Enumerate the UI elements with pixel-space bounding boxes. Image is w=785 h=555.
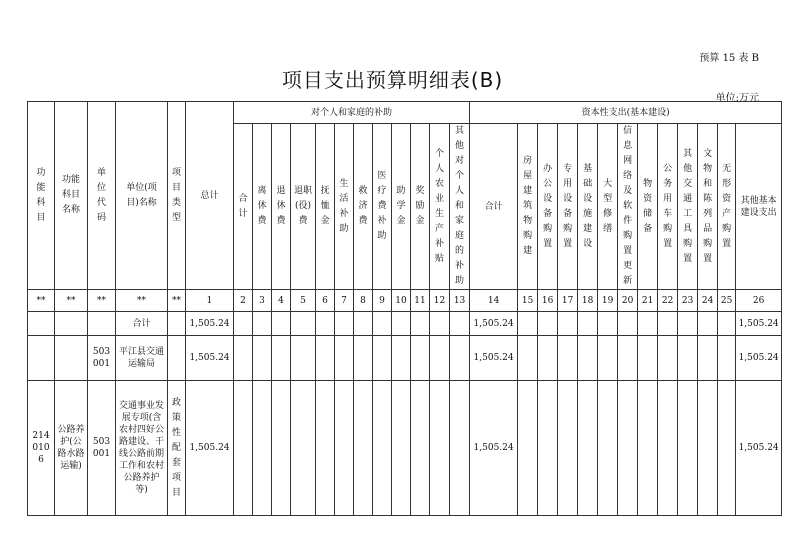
index-cell: 5 — [291, 290, 316, 312]
index-cell: 9 — [373, 290, 392, 312]
cell-func-code — [28, 312, 55, 336]
header-row-1 — [28, 102, 782, 124]
cell-unit-code: 503 001 — [88, 381, 116, 516]
index-cell: 8 — [354, 290, 373, 312]
index-cell: ** — [55, 290, 88, 312]
index-cell: 21 — [638, 290, 658, 312]
cell-proj-type — [168, 336, 186, 381]
header-unit-code: 单位代码 — [88, 102, 116, 290]
index-cell: 13 — [450, 290, 470, 312]
header-c12: 其他基本建设支出 — [736, 124, 782, 290]
index-cell: 18 — [578, 290, 598, 312]
header-p11: 其他对个人和家庭的补助 — [450, 124, 470, 290]
index-cell: 7 — [335, 290, 354, 312]
header-proj-type: 项目类型 — [168, 102, 186, 290]
header-c4: 基础设施建设 — [578, 124, 598, 290]
header-func-code: 功能科目 — [28, 102, 55, 290]
index-cell: 11 — [411, 290, 430, 312]
index-cell: 16 — [538, 290, 558, 312]
header-p5: 生活补助 — [335, 124, 354, 290]
header-p4: 抚恤金 — [316, 124, 335, 290]
index-cell: 20 — [618, 290, 638, 312]
cell-func-name — [55, 312, 88, 336]
index-cell: ** — [116, 290, 168, 312]
cell-func-code — [28, 336, 55, 381]
cell-c-subtotal: 1,505.24 — [470, 336, 518, 381]
index-cell: 15 — [518, 290, 538, 312]
unit-label: 单位:万元 — [715, 93, 759, 104]
cell-unit-code — [88, 312, 116, 336]
cell-unit-code: 503 001 — [88, 336, 116, 381]
header-p9: 奖励金 — [411, 124, 430, 290]
index-cell: 1 — [186, 290, 234, 312]
budget-table — [27, 101, 782, 516]
header-p6: 救济费 — [354, 124, 373, 290]
cell-func-name: 公路养护(公路水路运输) — [55, 381, 88, 516]
page-title: 项目支出预算明细表(B) — [281, 68, 504, 92]
index-cell: 22 — [658, 290, 678, 312]
cell-unit-name: 平江县交通运输局 — [116, 336, 168, 381]
header-p10: 个人农业生产补贴 — [430, 124, 450, 290]
header-c2: 办公设备购置 — [538, 124, 558, 290]
header-capital-group: 资本性支出(基本建设) — [470, 102, 782, 124]
index-cell: 19 — [598, 290, 618, 312]
header-c7: 物资储备 — [638, 124, 658, 290]
header-personal-group: 对个人和家庭的补助 — [234, 102, 470, 124]
header-p3: 退职(役)费 — [291, 124, 316, 290]
header-c9: 其他交通工具购置 — [678, 124, 698, 290]
index-cell: 12 — [430, 290, 450, 312]
header-p1: 离休费 — [253, 124, 272, 290]
index-cell: 14 — [470, 290, 518, 312]
header-c-subtotal: 合计 — [470, 124, 518, 290]
cell-unit-name: 交通事业发展专项(含农村四好公路建设、干线公路前期工作和农村公路养护等) — [116, 381, 168, 516]
index-cell: 10 — [392, 290, 411, 312]
header-c6: 信息网络及软件购置更新 — [618, 124, 638, 290]
cell-proj-type: 政策性配套项目 — [168, 381, 186, 516]
index-cell: 6 — [316, 290, 335, 312]
cell-c12: 1,505.24 — [736, 312, 782, 336]
index-cell: 25 — [718, 290, 736, 312]
index-cell: ** — [168, 290, 186, 312]
index-cell: 4 — [272, 290, 291, 312]
cell-func-code: 214 010 6 — [28, 381, 55, 516]
index-cell: ** — [88, 290, 116, 312]
header-c5: 大型修缮 — [598, 124, 618, 290]
table-row — [28, 381, 782, 516]
cell-c-subtotal: 1,505.24 — [470, 381, 518, 516]
header-c8: 公务用车购置 — [658, 124, 678, 290]
index-cell: 23 — [678, 290, 698, 312]
header-p7: 医疗费补助 — [373, 124, 392, 290]
cell-total: 1,505.24 — [186, 381, 234, 516]
header-unit-name: 单位(项目)名称 — [116, 102, 168, 290]
cell-total: 1,505.24 — [186, 336, 234, 381]
header-c10: 文物和陈列品购置 — [698, 124, 718, 290]
index-row — [28, 290, 782, 312]
index-cell: ** — [28, 290, 55, 312]
cell-proj-type — [168, 312, 186, 336]
header-func-name: 功能科目名称 — [55, 102, 88, 290]
cell-total: 1,505.24 — [186, 312, 234, 336]
cell-c12: 1,505.24 — [736, 336, 782, 381]
header-c3: 专用设备购置 — [558, 124, 578, 290]
header-p8: 助学金 — [392, 124, 411, 290]
header-total: 总计 — [186, 102, 234, 290]
index-cell: 17 — [558, 290, 578, 312]
header-p-subtotal: 合计 — [234, 124, 253, 290]
index-cell: 3 — [253, 290, 272, 312]
cell-c12: 1,505.24 — [736, 381, 782, 516]
table-row — [28, 312, 782, 336]
index-cell: 26 — [736, 290, 782, 312]
cell-func-name — [55, 336, 88, 381]
header-c1: 房屋建筑物购建 — [518, 124, 538, 290]
index-cell: 2 — [234, 290, 253, 312]
header-c11: 无形资产购置 — [718, 124, 736, 290]
table-row — [28, 336, 782, 381]
index-cell: 24 — [698, 290, 718, 312]
form-number: 预算 15 表 B — [699, 53, 759, 64]
header-p2: 退休费 — [272, 124, 291, 290]
cell-unit-name: 合计 — [116, 312, 168, 336]
cell-c-subtotal: 1,505.24 — [470, 312, 518, 336]
